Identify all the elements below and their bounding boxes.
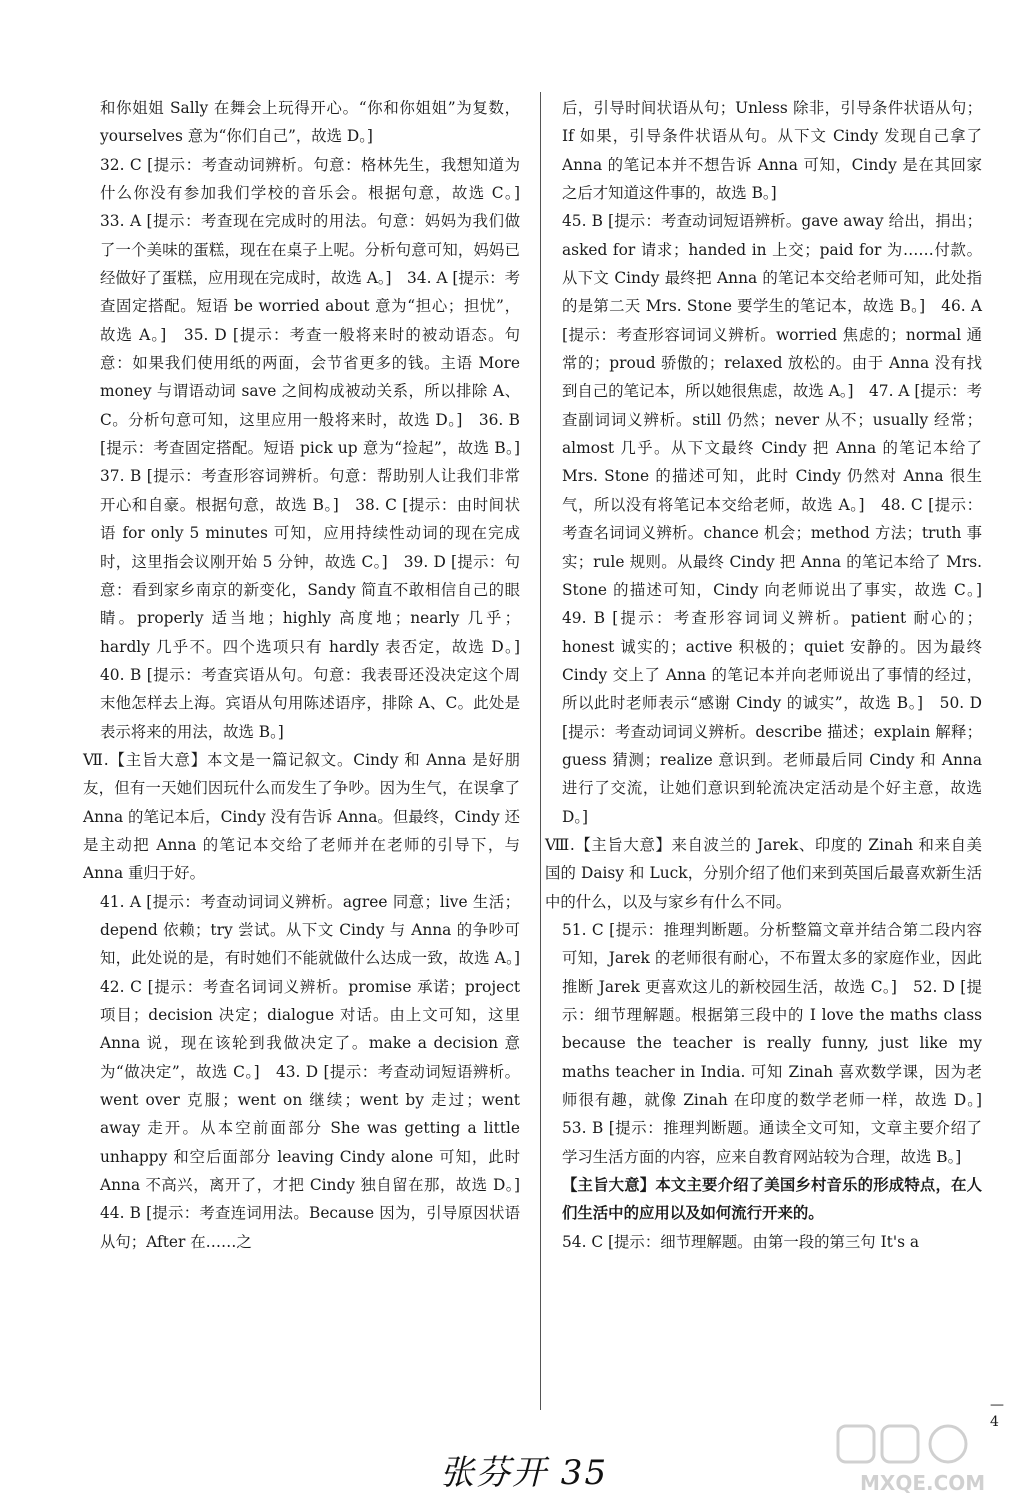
- paragraph-answers-32-40: 32. C [提示：考查动词辨析。句意：格林先生，我想知道为什么你没有参加我们学校的音乐会。根据句意，故选 C。] 33. A [提示：考查现在完成时的用法。句意：妈妈为我们做了一个美味的蛋糕，现在在桌子上呢。分析句意可知，妈妈已经做好了蛋糕，应用现在完成时，故选 A。] 34. A [提示：考查固定搭配。短语 be worried about 意为“担心；担忧”，故选 A。] 35. D [提示：考查一般将来时的被动语态。句意：如果我们使用纸的两面，会节省更多的钱。主语 More money 与谓语动词 save 之间构成被动关系，所以排除 A、C。分析句意可知，这里应用一般将来时，故选 D。] 36. B [提示：考查固定搭配。短语 pick up 意为“捡起”，故选 B。] 37. B [提示：考查形容词辨析。句意：帮助别人让我们非常开心和自豪。根据句意，故选 B。] 38. C [提示：由时间状语 for only 5 minutes 可知，应用持续性动词的现在完成时，这里指会议刚开始 5 分钟，故选 C。] 39. D [提示：句意：看到家乡南京的新变化，Sandy 简直不敢相信自己的眼睛。properly 适当地；highly 高度地；nearly 几乎；hardly 几乎不。四个选项只有 hardly 表否定，故选 D。] 40. B [提示：考查宾语从句。句意：我表哥还没决定这个周末他怎样去上海。宾语从句用陈述语序，排除 A、C。此处是表示将来的用法，故选 B。]: [100, 155, 536, 741]
- paragraph-continuation-44: 后，引导时间状语从句；Unless 除非，引导条件状语从句；If 如果，引导条件状语从句。从下文 Cindy 发现自己拿了 Anna 的笔记本并不想告诉 Anna 可知，Cindy 是在其回家之后才知道这件事的，故选 B。]: [562, 99, 982, 203]
- paragraph-answers-51-53: 51. C [提示：推理判断题。分析整篇文章并结合第二段内容可知，Jarek 的老师很有耐心，不布置太多的家庭作业，因此推断 Jarek 更喜欢这儿的新校园生活，故选 C。] 52. D [提示：细节理解题。根据第三段中的 I love the maths class because the teacher is really funny, just like my maths teacher in India. 可知 Zinah 喜欢数学课，因为老师很有趣，就像 Zinah 在印度的数学老师一样，故选 D。] 53. B [提示：推理判断题。通读全文可知，文章主要介绍了学习生活方面的内容，应来自教育网站较为合理，故选 B。]: [562, 920, 998, 1166]
- paragraph-answers-41-44: 41. A [提示：考查动词词义辨析。agree 同意；live 生活；depend 依赖；try 尝试。从下文 Cindy 与 Anna 的争吵可知，此处说的是，有时她们不能就做什么达成一致，故选 A。] 42. C [提示：考查名词词义辨析。promise 承诺；project 项目；decision 决定；dialogue 对话。由上文可知，这里 Anna 说，现在该轮到我做决定了。make a decision 意为“做决定”，故选 C。] 43. D [提示：考查动词短语辨析。went over 克服；went on 继续；went by 走过；went away 走开。从本空前面部分 She was getting a little unhappy 和空后面部分 leaving Cindy alone 可知，此时 Anna 不高兴，离开了，才把 Cindy 独自留在那，故选 D。] 44. B [提示：考查连词用法。Because 因为，引导原因状语从句；After 在……之: [100, 892, 536, 1251]
- column-divider: [540, 92, 541, 1410]
- svg-text:MXQE.COM: MXQE.COM: [860, 1471, 986, 1495]
- section-8-summary: Ⅷ.【主旨大意】来自波兰的 Jarek、印度的 Zinah 和来自美国的 Daisy 和 Luck，分别介绍了他们来到英国后最喜欢新生活中的什么，以及与家乡有什么不同。: [545, 835, 982, 911]
- section-7-summary: Ⅶ.【主旨大意】本文是一篇记叙文。Cindy 和 Anna 是好朋友，但有一天她们因玩什么而发生了争吵。因为生气，在误拿了 Anna 的笔记本后，Cindy 没有告诉 Anna。但最终，Cindy 还是主动把 Anna 的笔记本交给了老师并在老师的引导下，与 Anna 重归于好。: [83, 750, 520, 883]
- handwritten-note: 张芬开 35: [440, 1453, 609, 1493]
- paragraph-answer-54: 54. C [提示：细节理解题。由第一段的第三句 It's a: [562, 1232, 920, 1251]
- paragraph-answers-45-50: 45. B [提示：考查动词短语辨析。gave away 给出，捐出；asked for 请求；handed in 上交；paid for 为……付款。从下文 Cindy 最终把 Anna 的笔记本交给老师可知，此处指的是第二天 Mrs. Stone 要学生的笔记本，故选 B。] 46. A [提示：考查形容词词义辨析。worried 焦虑的；normal 通常的；proud 骄傲的；relaxed 放松的。由于 Anna 没有找到自己的笔记本，所以她很焦虑，故选 A。] 47. A [提示：考查副词词义辨析。still 仍然；never 从不；usually 经常；almost 几乎。从下文最终 Cindy 把 Anna 的笔记本给了 Mrs. Stone 的描述可知，此时 Cindy 仍然对 Anna 很生气，所以没有将笔记本交给老师，故选 A。] 48. C [提示：考查名词词义辨析。chance 机会；method 方法；truth 事实；rule 规则。从最终 Cindy 把 Anna 的笔记本给了 Mrs. Stone 的描述可知，Cindy 向老师说出了事实，故选 C。] 49. B [提示：考查形容词词义辨析。patient 耐心的；honest 诚实的；active 积极的；quiet 安静的。因为最终 Cindy 交上了 Anna 的笔记本并向老师说出了事情的经过，所以此时老师表示“感谢 Cindy 的诚实”，故选 B。] 50. D [提示：考查动词词义辨析。describe 描述；explain 解释；guess 猜测；realize 意识到。老师最后同 Cindy 和 Anna 进行了交流，让她们意识到轮流决定活动是个好主意，故选 D。]: [562, 212, 998, 826]
- paragraph-continuation: 和你姐姐 Sally 在舞会上玩得开心。“你和你姐姐”为复数，yourselves 意为“你们自己”，故选 D。]: [100, 99, 520, 146]
- passage-summary: 【主旨大意】本文主要介绍了美国乡村音乐的形成特点，在人们生活中的应用以及如何流行开来的。: [562, 1176, 982, 1223]
- watermark-logo: [830, 1420, 1000, 1500]
- left-column: [83, 94, 536, 1256]
- page-edge-mark: — 4: [990, 1397, 1018, 1430]
- right-column: [545, 94, 998, 1256]
